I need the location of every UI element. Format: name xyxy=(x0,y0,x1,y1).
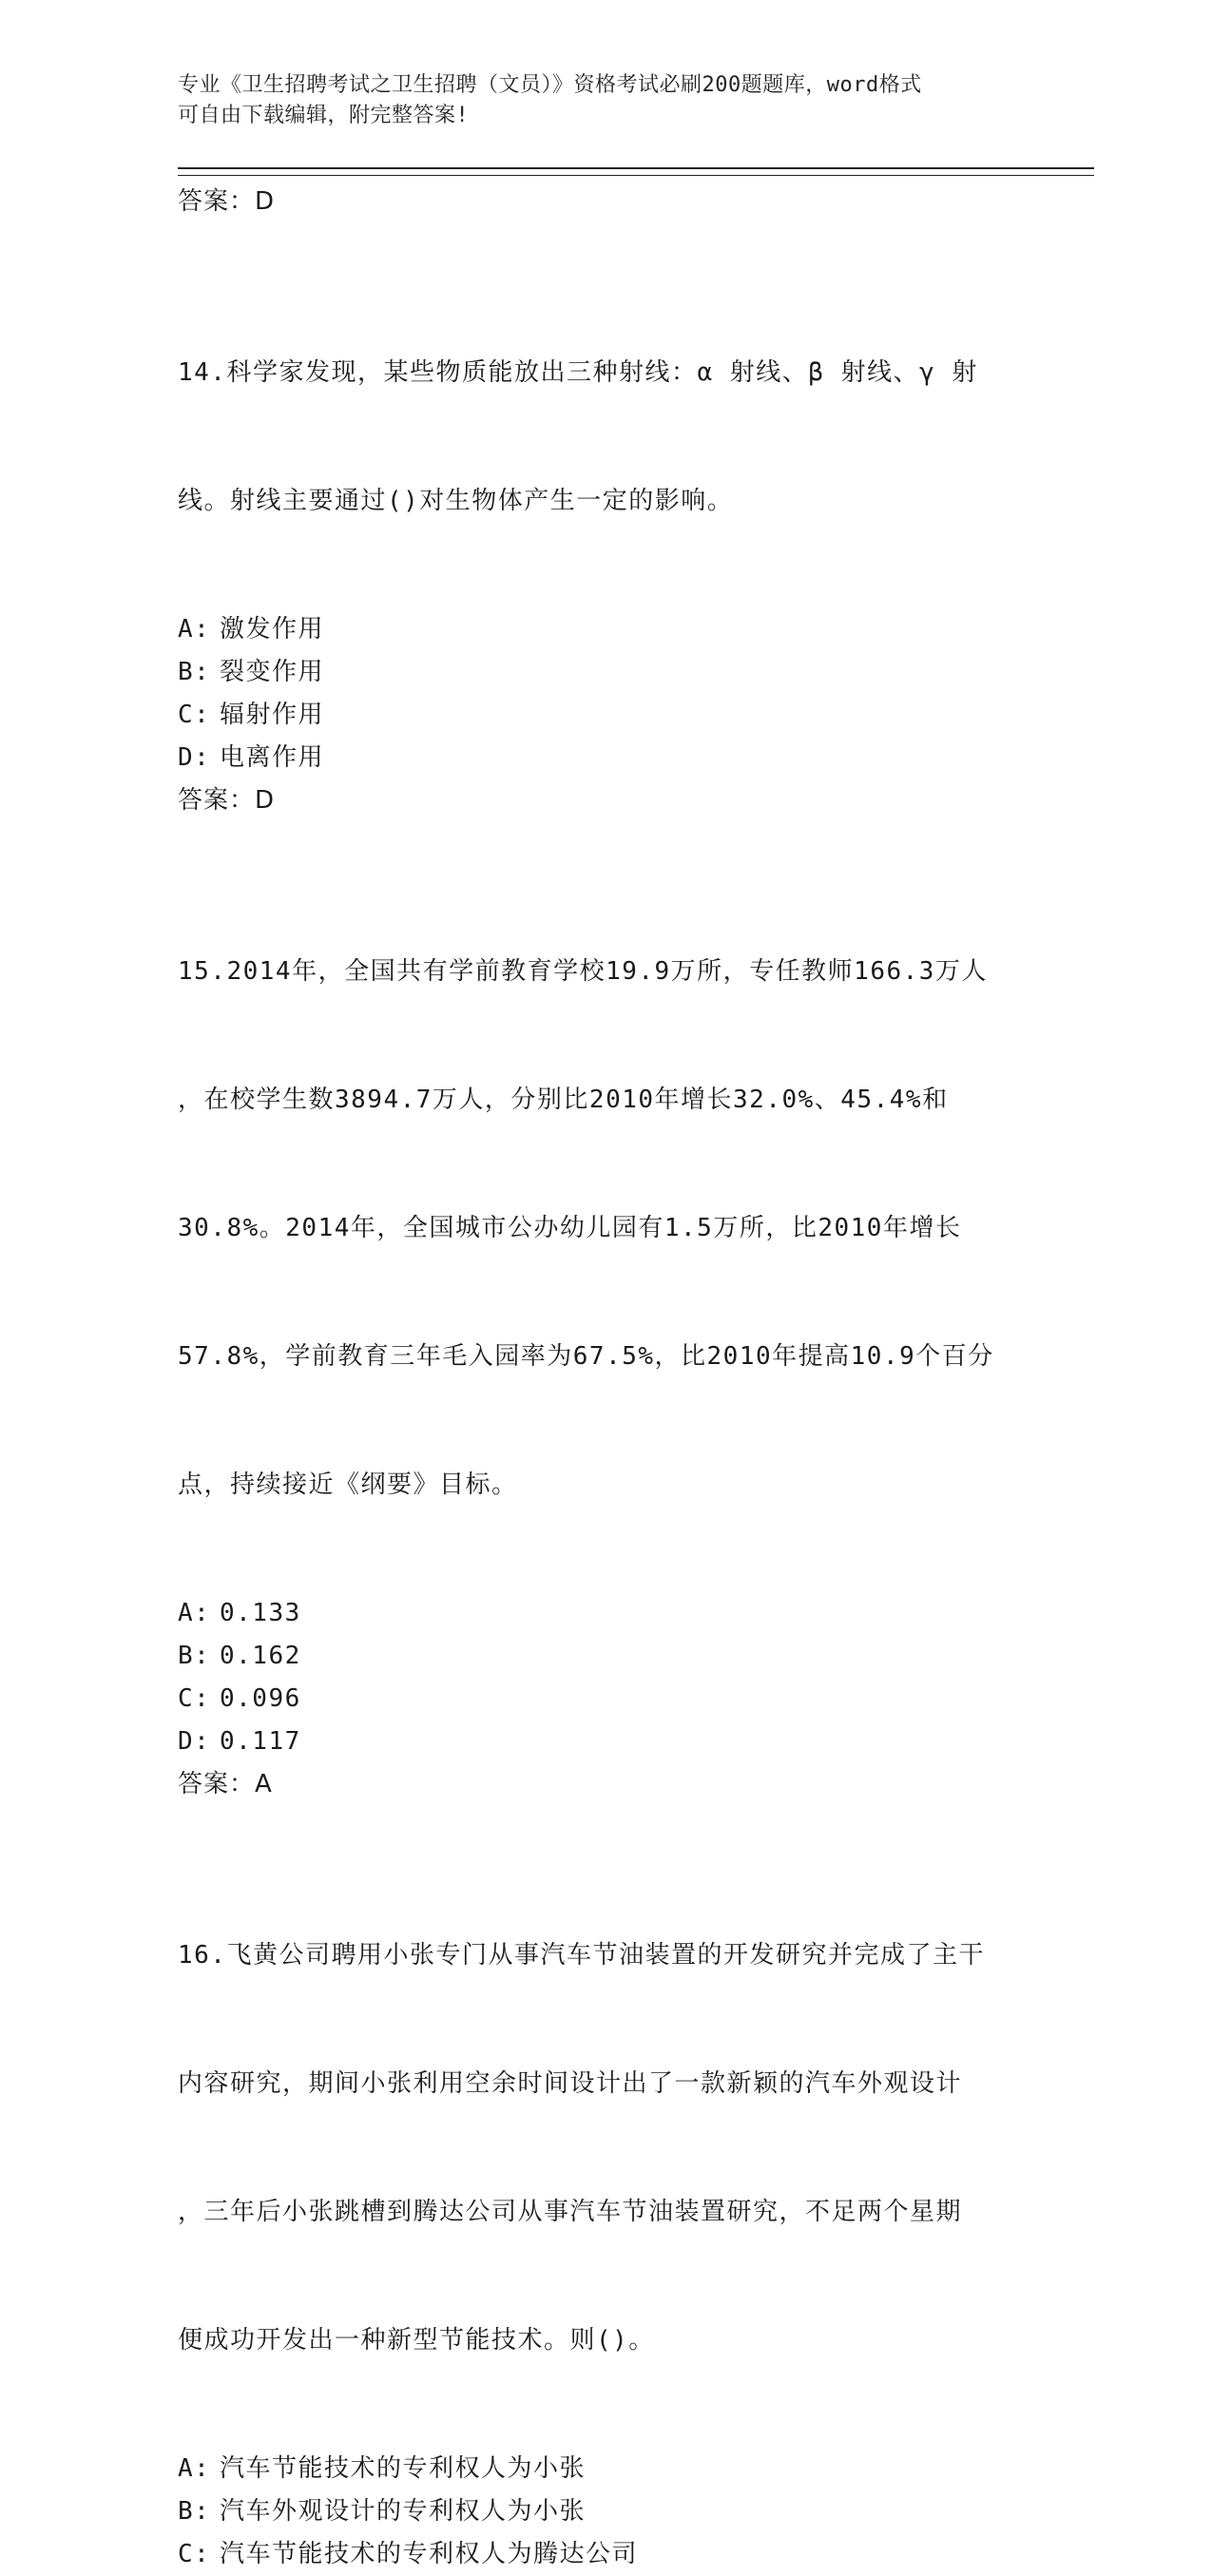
option-key: D: xyxy=(178,743,211,772)
option-d xyxy=(178,1721,1033,1763)
question-stem xyxy=(178,1849,1033,2448)
option-text: 0.096 xyxy=(220,1684,301,1713)
option-key: B: xyxy=(178,1642,211,1670)
question-stem xyxy=(178,865,1033,1592)
answer: 答案：D xyxy=(178,786,276,815)
option-text: 汽车节能技术的专利权人为小张 xyxy=(220,2454,587,2483)
page-header xyxy=(178,70,1024,131)
stem-line: 30.8%。2014年，全国城市公办幼儿园有1.5万所，比2010年增长 xyxy=(178,1214,962,1242)
option-c xyxy=(178,694,1033,737)
option-a xyxy=(178,1592,1033,1635)
stem-line: ，三年后小张跳槽到腾达公司从事汽车节油装置研究，不足两个星期 xyxy=(178,2198,963,2226)
question-16 xyxy=(178,1849,1033,2576)
option-b xyxy=(178,1635,1033,1678)
option-text: 辐射作用 xyxy=(220,701,325,729)
option-key: A: xyxy=(178,2454,211,2483)
header-divider xyxy=(178,167,1094,176)
option-a xyxy=(178,2448,1033,2490)
option-text: 0.117 xyxy=(220,1727,301,1756)
option-c xyxy=(178,2533,1033,2576)
option-d xyxy=(178,737,1033,779)
option-text: 激发作用 xyxy=(220,615,325,644)
question-14 xyxy=(178,266,1033,821)
option-key: B: xyxy=(178,658,211,686)
option-text: 电离作用 xyxy=(220,743,325,772)
option-key: C: xyxy=(178,1684,211,1713)
option-text: 汽车节能技术的专利权人为腾达公司 xyxy=(220,2540,639,2568)
option-text: 0.162 xyxy=(220,1642,301,1670)
answer: 答案：A xyxy=(178,1770,273,1798)
option-key: C: xyxy=(178,2540,211,2568)
question-15 xyxy=(178,865,1033,1805)
stem-line: 16.飞黄公司聘用小张专门从事汽车节油装置的开发研究并完成了主干 xyxy=(178,1941,985,1970)
option-a xyxy=(178,608,1033,651)
stem-line: ，在校学生数3894.7万人，分别比2010年增长32.0%、45.4%和 xyxy=(178,1086,949,1114)
option-b xyxy=(178,651,1033,694)
header-line-1: 专业《卫生招聘考试之卫生招聘（文员）》资格考试必刷200题题库，word格式 xyxy=(178,73,922,97)
stem-line: 线。射线主要通过()对生物体产生一定的影响。 xyxy=(178,487,734,515)
option-key: B: xyxy=(178,2497,211,2526)
option-text: 汽车外观设计的专利权人为小张 xyxy=(220,2497,587,2526)
option-b xyxy=(178,2490,1033,2533)
header-line-2: 可自由下载编辑，附完整答案! xyxy=(178,104,470,127)
document-body xyxy=(178,181,1033,2576)
stem-line: 14.科学家发现，某些物质能放出三种射线：α 射线、β 射线、γ 射 xyxy=(178,358,978,387)
question-stem xyxy=(178,266,1033,608)
stem-line: 点，持续接近《纲要》目标。 xyxy=(178,1471,518,1499)
option-key: A: xyxy=(178,1599,211,1627)
option-text: 裂变作用 xyxy=(220,658,325,686)
stem-line: 15.2014年，全国共有学前教育学校19.9万所，专任教师166.3万人 xyxy=(178,957,988,986)
option-key: A: xyxy=(178,615,211,644)
option-key: D: xyxy=(178,1727,211,1756)
stem-line: 便成功开发出一种新型节能技术。则()。 xyxy=(178,2326,655,2355)
stem-line: 57.8%，学前教育三年毛入园率为67.5%，比2010年提高10.9个百分 xyxy=(178,1342,994,1371)
option-text: 0.133 xyxy=(220,1599,301,1627)
option-c xyxy=(178,1678,1033,1721)
stem-line: 内容研究，期间小张利用空余时间设计出了一款新颖的汽车外观设计 xyxy=(178,2069,963,2098)
answer-previous: 答案：D xyxy=(178,187,276,216)
option-key: C: xyxy=(178,701,211,729)
